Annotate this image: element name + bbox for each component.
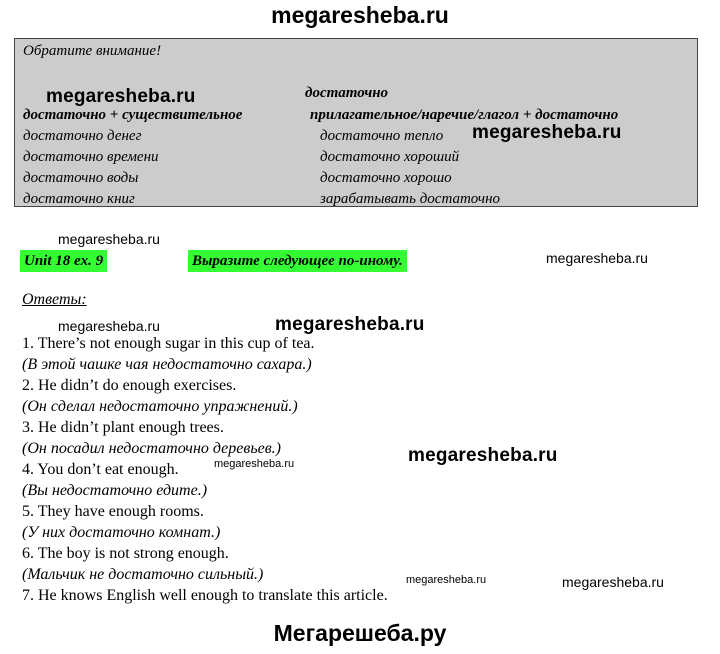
watermark: megaresheba.ru — [58, 318, 160, 334]
watermark: megaresheba.ru — [275, 314, 425, 335]
right-item: достаточно хороший — [320, 149, 460, 165]
answer-ru: (Мальчик не достаточно сильный.) — [22, 566, 264, 583]
right-header: прилагательное/наречие/глагол + достаточно — [310, 107, 619, 123]
answer-ru: (У них достаточно комнат.) — [22, 524, 221, 541]
answer-ru: (В этой чашке чая недостаточно сахара.) — [22, 356, 312, 373]
answer-ru: (Вы недостаточно едите.) — [22, 482, 208, 499]
left-item: достаточно книг — [23, 191, 135, 207]
answer-en: 1. There’s not enough sugar in this cup of tea. — [22, 335, 315, 352]
watermark: megaresheba.ru — [472, 122, 622, 143]
answer-en: 7. He knows English well enough to translate this article. — [22, 587, 388, 604]
answer-ru: (Он сделал недостаточно упражнений.) — [22, 398, 298, 415]
site-header[interactable]: megaresheba.ru — [271, 2, 449, 28]
left-header: достаточно + существительное — [23, 107, 243, 123]
answer-en: 4. You don’t eat enough. — [22, 461, 179, 478]
answer-ru: (Он посадил недостаточно деревьев.) — [22, 440, 281, 457]
answer-en: 6. The boy is not strong enough. — [22, 545, 229, 562]
watermark: megaresheba.ru — [546, 250, 648, 266]
left-item: достаточно денег — [23, 128, 142, 144]
watermark: megaresheba.ru — [406, 574, 487, 586]
right-item: зарабатывать достаточно — [320, 191, 501, 207]
watermark: megaresheba.ru — [408, 445, 558, 466]
answer-en: 2. He didn’t do enough exercises. — [22, 377, 237, 394]
left-item: достаточно воды — [23, 170, 139, 186]
answer-en: 3. He didn’t plant enough trees. — [22, 419, 224, 436]
answers-list — [22, 333, 388, 606]
note-title: Обратите внимание! — [23, 43, 162, 59]
note-right-column — [310, 105, 618, 210]
left-item: достаточно времени — [23, 149, 159, 165]
site-footer[interactable]: Мегарешеба.ру — [273, 620, 447, 646]
answer-en: 5. They have enough rooms. — [22, 503, 204, 520]
right-item: достаточно хорошо — [320, 170, 452, 186]
watermark: megaresheba.ru — [562, 574, 664, 590]
right-item: достаточно тепло — [320, 128, 444, 144]
answers-title: Ответы: — [22, 291, 87, 308]
watermark: megaresheba.ru — [214, 458, 295, 470]
note-heading-right: достаточно — [305, 85, 389, 101]
watermark: megaresheba.ru — [46, 86, 196, 107]
unit-label: Unit 18 ex. 9 — [20, 250, 107, 272]
watermark: megaresheba.ru — [58, 231, 160, 247]
task-label: Выразите следующее по-иному. — [188, 250, 407, 272]
note-left-column — [23, 105, 242, 210]
